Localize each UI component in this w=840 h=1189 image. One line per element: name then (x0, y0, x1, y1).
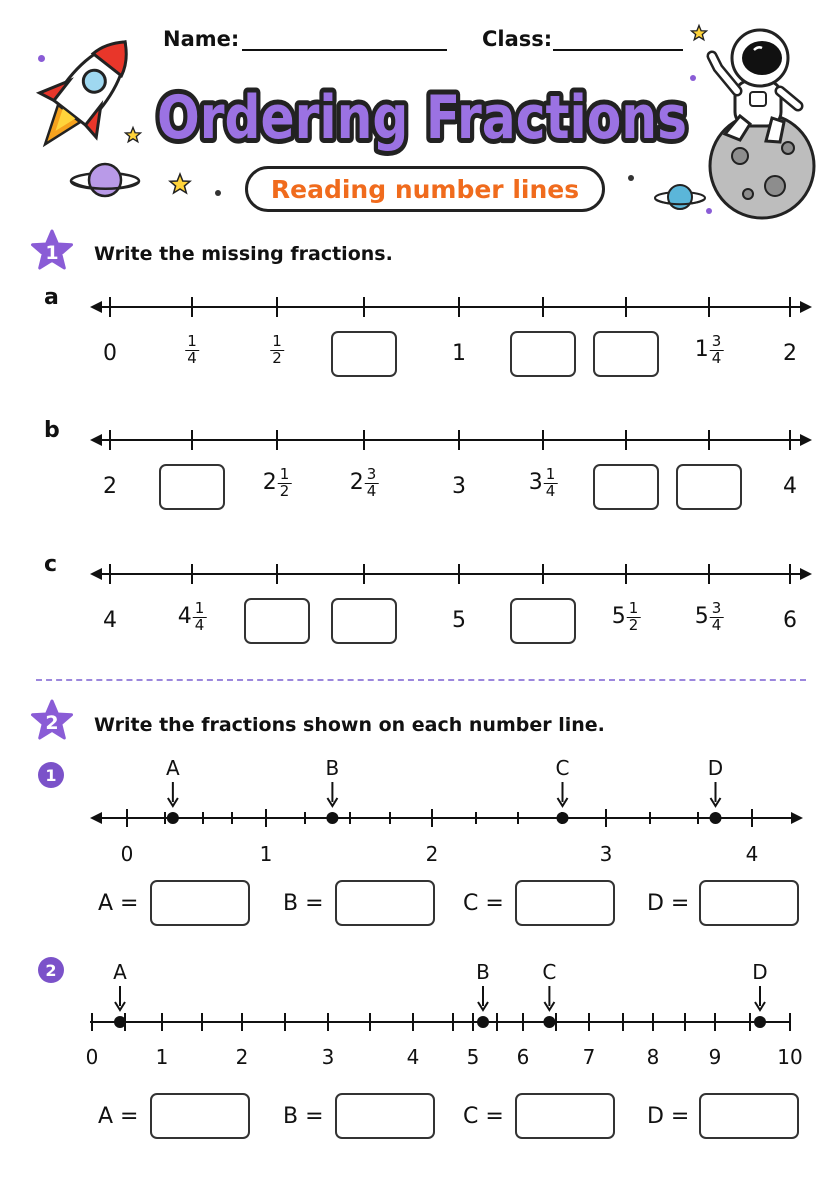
subtitle-pill (245, 166, 605, 212)
row-letter-a: a (44, 285, 59, 310)
answer-box[interactable] (515, 880, 615, 926)
answer-box[interactable] (335, 880, 435, 926)
number-line-label: 4 (103, 608, 117, 633)
page-title (150, 72, 695, 162)
tick-label: 1 (259, 842, 273, 866)
answer-label: A = (98, 891, 139, 916)
tick-label: 4 (406, 1045, 420, 1069)
row-letter-c: c (44, 552, 58, 577)
point-marker (557, 782, 569, 824)
title-text: Ordering Fractions (157, 83, 687, 153)
point-label: A (113, 960, 127, 984)
number-line-2 (0, 962, 840, 1042)
answer-box[interactable] (244, 598, 310, 644)
answer-label: B = (283, 1104, 324, 1129)
planet-icon (653, 178, 708, 216)
number-line-label: 4 (783, 474, 797, 499)
astronaut-icon (700, 16, 825, 221)
point-label: B (476, 960, 490, 984)
tick-label: 7 (582, 1045, 596, 1069)
question-2-instruction: Write the fractions shown on each number line. (94, 714, 605, 736)
tick-label: 5 (466, 1045, 480, 1069)
answer-box[interactable] (510, 598, 576, 644)
point-label: B (325, 756, 340, 780)
line-number-badge: 1 (38, 762, 64, 788)
point-marker (326, 782, 338, 824)
answer-box[interactable] (515, 1093, 615, 1139)
number-line-1 (0, 758, 840, 838)
answer-label: C = (463, 1104, 504, 1129)
question-1-instruction: Write the missing fractions. (94, 243, 393, 265)
svg-text:1: 1 (45, 242, 59, 264)
number-line-a (0, 287, 840, 327)
answer-box[interactable] (150, 1093, 250, 1139)
tick-label: 2 (425, 842, 439, 866)
point-marker (114, 986, 126, 1028)
answer-box[interactable] (593, 464, 659, 510)
star-icon (168, 172, 192, 196)
point-label: C (555, 756, 570, 780)
number-line-label: 1 $\frac{3}{4}$ (694, 332, 722, 367)
number-line-label: 2 $\frac{3}{4}$ (349, 465, 377, 500)
line-number-badge: 2 (38, 957, 64, 983)
tick-label: 9 (708, 1045, 722, 1069)
number-line-label: 1 (452, 341, 466, 366)
point-marker (710, 782, 722, 824)
svg-text:2: 2 (45, 712, 59, 734)
tick-label: 6 (516, 1045, 530, 1069)
answer-box[interactable] (335, 1093, 435, 1139)
rocket-icon (22, 22, 137, 172)
number-line-label: $\frac{1}{4}$ (187, 332, 197, 367)
class-label: Class: (482, 27, 553, 51)
number-line-b (0, 420, 840, 460)
answer-box[interactable] (593, 331, 659, 377)
answer-box[interactable] (150, 880, 250, 926)
point-label: C (542, 960, 557, 984)
number-line-label: $\frac{1}{2}$ (272, 332, 282, 367)
question-1-badge (30, 229, 74, 273)
answer-box[interactable] (331, 598, 397, 644)
answer-box[interactable] (676, 464, 742, 510)
star-icon (124, 126, 142, 144)
answer-box[interactable] (510, 331, 576, 377)
point-marker (543, 986, 555, 1028)
tick-label: 4 (745, 842, 759, 866)
section-divider (36, 679, 806, 681)
answer-box[interactable] (331, 331, 397, 377)
answer-box[interactable] (159, 464, 225, 510)
number-line-label: 5 $\frac{1}{2}$ (611, 599, 639, 634)
tick-label: 1 (155, 1045, 169, 1069)
tick-label: 0 (120, 842, 134, 866)
number-line-label: 3 $\frac{1}{4}$ (528, 465, 556, 500)
row-letter-b: b (44, 418, 60, 443)
moon-icon (710, 114, 814, 218)
number-line-label: 2 $\frac{1}{2}$ (262, 465, 290, 500)
number-line-c (0, 554, 840, 594)
class-field[interactable] (553, 49, 683, 51)
answer-box[interactable] (699, 1093, 799, 1139)
answer-label: B = (283, 891, 324, 916)
tick-label: 10 (777, 1045, 803, 1069)
tick-label: 2 (235, 1045, 249, 1069)
tick-label: 3 (599, 842, 613, 866)
point-label: D (707, 756, 724, 780)
name-label: Name: (163, 27, 240, 51)
number-line-label: 0 (103, 341, 117, 366)
number-line-label: 6 (783, 608, 797, 633)
point-marker (477, 986, 489, 1028)
answer-label: D = (647, 891, 690, 916)
point-label: D (752, 960, 768, 984)
answer-label: C = (463, 891, 504, 916)
question-2-badge (30, 699, 74, 743)
tick-label: 0 (85, 1045, 99, 1069)
number-line-label: 5 $\frac{3}{4}$ (694, 599, 722, 634)
answer-box[interactable] (699, 880, 799, 926)
answer-label: D = (647, 1104, 690, 1129)
number-line-label: 3 (452, 474, 466, 499)
answer-label: A = (98, 1104, 139, 1129)
point-marker (167, 782, 179, 824)
tick-label: 3 (321, 1045, 335, 1069)
name-field[interactable] (242, 49, 447, 51)
number-line-label: 5 (452, 608, 466, 633)
number-line-label: 4 $\frac{1}{4}$ (177, 599, 205, 634)
tick-label: 8 (646, 1045, 660, 1069)
point-marker (754, 986, 766, 1028)
point-label: A (166, 756, 180, 780)
subtitle-text: Reading number lines (270, 174, 580, 204)
number-line-label: 2 (103, 474, 117, 499)
planet-icon (68, 155, 143, 205)
number-line-label: 2 (783, 341, 797, 366)
